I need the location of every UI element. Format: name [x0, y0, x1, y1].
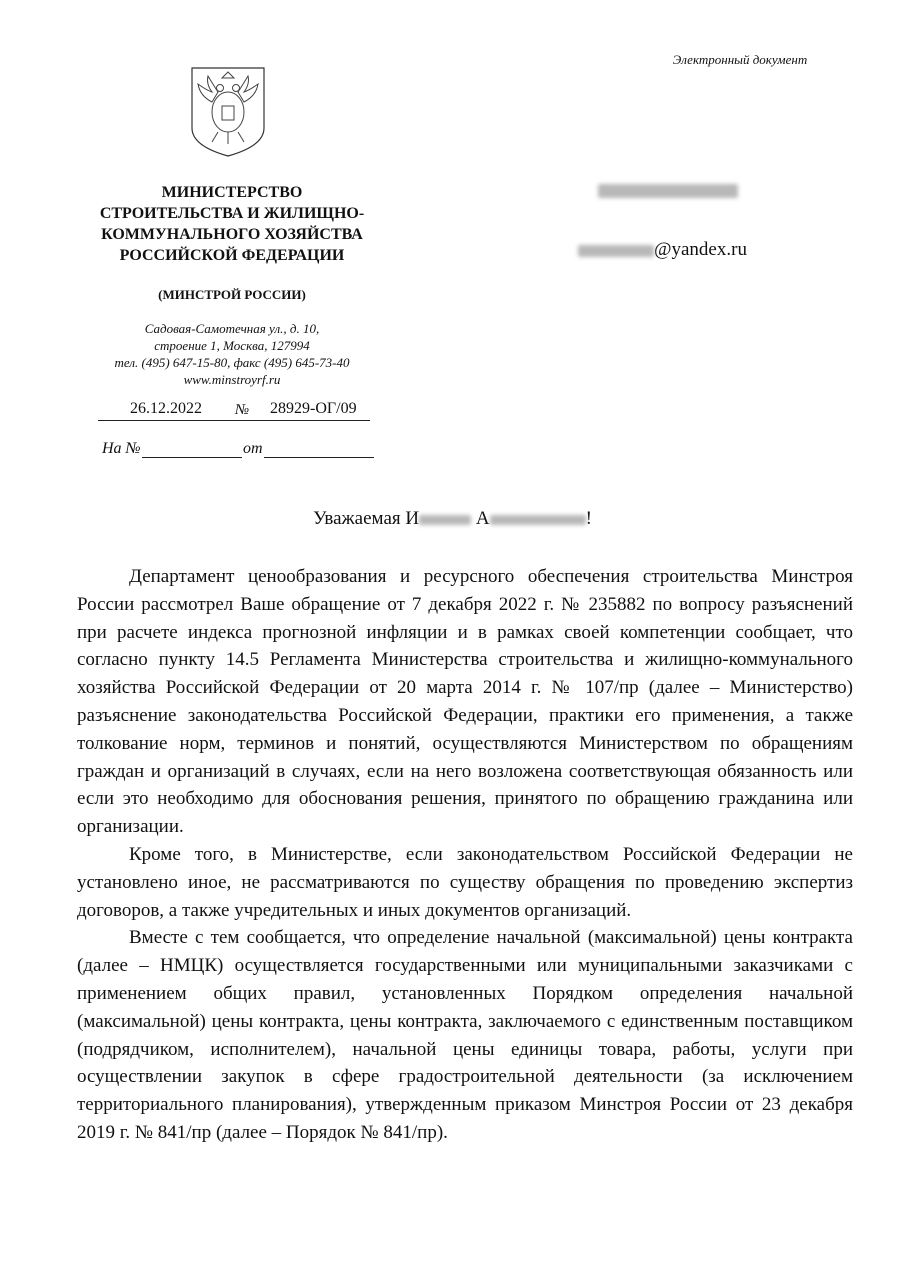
reference-from-label: от — [243, 440, 263, 457]
ministry-address — [62, 320, 402, 388]
registration-underline — [98, 420, 370, 421]
ministry-line: КОММУНАЛЬНОГО ХОЗЯЙСТВА — [101, 226, 363, 243]
ministry-line: СТРОИТЕЛЬСТВА И ЖИЛИЩНО- — [99, 205, 365, 222]
registration-number: 28929-ОГ/09 — [270, 400, 357, 417]
body-paragraph: Вместе с тем сообщается, что определение начальной (максимальной) цены контракта (далее – НМЦК) осуществляется государственными или муниципальными заказчиками с применением общих правил, установленных Порядком определения начальной (максимальной) цены контракта, цены контракта, заключаемого с единственным поставщиком (подрядчиком, исполнителем), начальной цены единицы товара, работы, услуги при осуществлении закупок в сфере градостроительной деятельности (за исключением территориального планирования), утвержденным приказом Минстроя России от 23 декабря 2019 г. № 841/пр (далее – Порядок № 841/пр). — [77, 927, 853, 1143]
recipient-email — [578, 239, 747, 261]
email-domain: @yandex.ru — [654, 239, 747, 260]
body-paragraph: Департамент ценообразования и ресурсного обеспечения строительства Минстроя России рассмотрел Ваше обращение от 7 декабря 2022 г. № 235882 по вопросу разъяснений при расчете индекса прогнозной инфляции и в рамках своей компетенции сообщает, что согласно пункту 14.5 Регламента Министерства строительства и жилищно-коммунального хозяйства Российской Федерации от 20 марта 2014 г. № 107/пр (далее – Министерство) разъяснение законодательства Российской Федерации, практики его применения, а также толкование норм, терминов и понятий, осуществляются Министерством по обращениям граждан и организаций в случаях, если на него возложена соответствующая обязанность или если это необходимо для обоснования решения, принятого по обращению гражданина или организации. — [77, 566, 853, 838]
address-line: Садовая-Самотечная ул., д. 10, — [144, 321, 320, 336]
patronymic-redaction — [490, 515, 586, 525]
coat-of-arms-emblem — [188, 66, 268, 158]
reference-line — [102, 440, 374, 462]
ministry-line: РОССИЙСКОЙ ФЕДЕРАЦИИ — [119, 247, 345, 264]
address-line: www.minstroyrf.ru — [183, 372, 281, 387]
salutation-prefix: Уважаемая И — [313, 508, 420, 529]
recipient-name-redacted — [598, 180, 738, 200]
reference-number-blank — [142, 457, 242, 458]
address-line: строение 1, Москва, 127994 — [154, 338, 310, 353]
salutation — [0, 508, 905, 530]
electronic-document-note: Электронный документ — [672, 52, 808, 67]
name-redaction — [419, 515, 471, 525]
reference-label: На № — [102, 440, 141, 457]
letter-body — [77, 563, 853, 1147]
salutation-mid: А — [471, 508, 490, 529]
ministry-name — [62, 182, 402, 266]
registration-date: 26.12.2022 — [130, 400, 202, 417]
body-paragraph: Кроме того, в Министерстве, если законодательством Российской Федерации не установлено иное, не рассматриваются по существу обращения по проведению экспертиз договоров, а также учредительных и иных документов организаций. — [77, 843, 853, 921]
number-sign: № — [235, 402, 250, 418]
address-line: тел. (495) 647-15-80, факс (495) 645-73-40 — [114, 355, 350, 370]
reference-date-blank — [264, 457, 374, 458]
email-redaction — [578, 245, 654, 257]
ministry-short-name: (МИНСТРОЙ РОССИИ) — [158, 287, 306, 302]
salutation-end: ! — [585, 508, 592, 529]
registration-line — [98, 400, 370, 422]
ministry-line: МИНИСТЕРСТВО — [161, 184, 303, 201]
